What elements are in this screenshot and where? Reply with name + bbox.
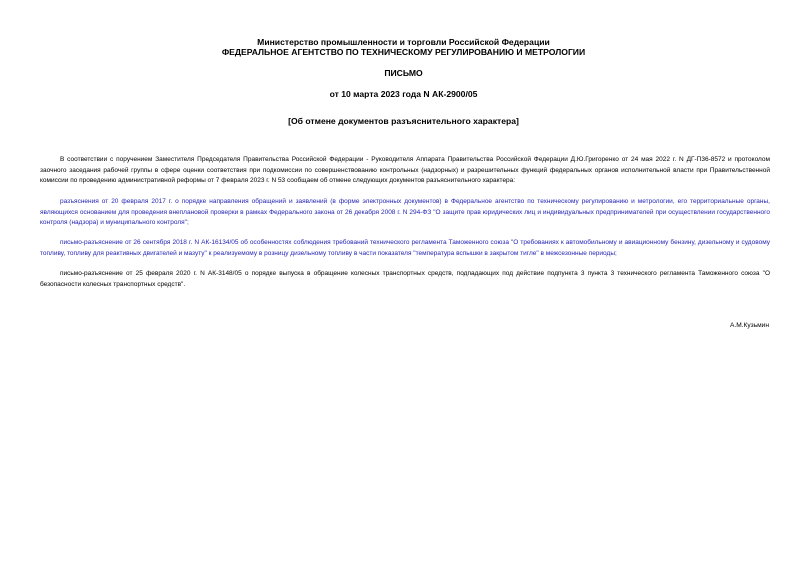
ministry-title: Министерство промышленности и торговли Российской Федерации [257,37,550,47]
cancelled-document-3: письмо-разъяснение от 25 февраля 2020 г. N АК-3148/05 о порядке выпуска в обращение колесных транспортных средств, подпадающих под действие подпункта 3 пункта 3 технического регламента Таможенного союза "О безопасности колесных транспортных средств". [40,270,770,288]
document-type: ПИСЬМО [384,68,423,78]
cancelled-document-link-2[interactable]: письмо-разъяснение от 26 сентября 2018 г. N АК-16134/05 об особенностях соблюдения требований технического регламента Таможенного союза "О требованиях к автомобильному и авиационному бензину, дизельному и судовому топливу, топливу для реактивных двигателей и мазуту" к реализуемому в розницу дизельному топливу в части показателя "температура вспышки в закрытом тигле" в межсезонные периоды; [40,239,770,257]
cancelled-document-link-1[interactable]: разъяснения от 20 февраля 2017 г. о порядке направления обращений и заявлений (в форме электронных документов) в Федеральное агентство по техническому регулированию и метрологии, его территориальные органы, являющихся основанием для проведения внеплановой проверки в рамках Федерального закона от 26 декабря 2008 г. N 294-ФЗ "О защите прав юридических лиц и индивидуальных предпринимателей при осуществлении государственного контроля (надзора) и муниципального контроля"; [40,198,770,226]
agency-title: ФЕДЕРАЛЬНОЕ АГЕНТСТВО ПО ТЕХНИЧЕСКОМУ РЕГУЛИРОВАНИЮ И МЕТРОЛОГИИ [221,47,586,57]
intro-paragraph: В соответствии с поручением Заместителя Председателя Правительства Российской Федерации - Руководителя Аппарата Правительства Российской Федерации Д.Ю.Григоренко от 24 мая 2022 г. N ДГ-П36-8572 и протоколом заочного заседания рабочей группы в сфере оценки соответствия при подкомиссии по совершенствованию контрольных (надзорных) и разрешительных функций федеральных органов исполнительной власти при Правительственной комиссии по проведению административной реформы от 7 февраля 2023 г. N 53 сообщаем об отмене следующих документов разъяснительного характера: [40,156,770,184]
signatory-name: А.М.Кузьмин [729,322,769,329]
document-subject: [Об отмене документов разъяснительного характера] [288,116,519,126]
document-date-number: от 10 марта 2023 года N АК-2900/05 [329,89,478,99]
